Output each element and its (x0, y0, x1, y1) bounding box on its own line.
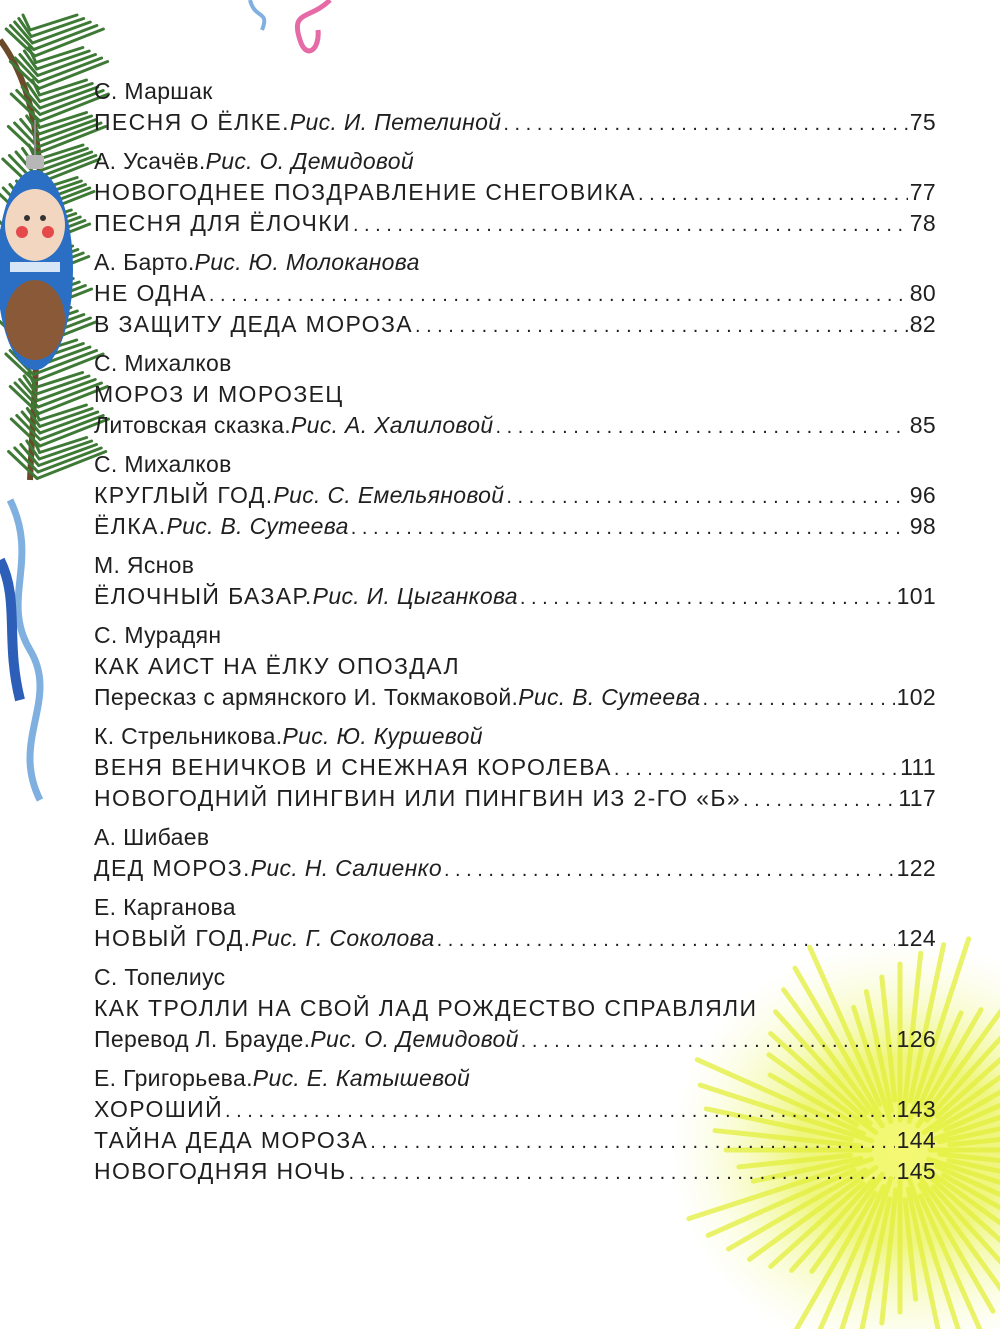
author-name: А. Шибаев (94, 824, 210, 850)
author-name: С. Маршак (94, 78, 213, 104)
page-number: 126 (896, 1026, 936, 1052)
entry-illustrator: Рис. С. Емельяновой (273, 482, 505, 508)
entry-title: ТАЙНА ДЕДА МОРОЗА (94, 1127, 369, 1153)
entry-title: ЁЛКА. (94, 513, 167, 539)
toc-section (94, 348, 936, 441)
page-number: 78 (909, 210, 936, 236)
author-name: А. Барто. (94, 249, 195, 275)
entry-illustrator: Рис. А. Халиловой (291, 412, 494, 438)
toc-entry[interactable] (94, 853, 936, 884)
toc-entry[interactable] (94, 511, 936, 542)
author-line (94, 449, 936, 480)
author-name: К. Стрельникова. (94, 723, 283, 749)
author-line (94, 76, 936, 107)
toc-entry[interactable] (94, 410, 936, 441)
leader-dots (702, 684, 894, 715)
page-number: 96 (909, 482, 936, 508)
toc-entry[interactable] (94, 107, 936, 138)
toc-entry[interactable] (94, 1125, 936, 1156)
leader-dots (209, 280, 908, 311)
entry-title: НОВОГОДНЯЯ НОЧЬ (94, 1158, 347, 1184)
toc-section (94, 1063, 936, 1187)
page-number: 122 (896, 855, 936, 881)
author-name: С. Михалков (94, 350, 232, 376)
author-line (94, 348, 936, 379)
author-line (94, 1063, 936, 1094)
page-number: 101 (896, 583, 936, 609)
entry-title: НОВОГОДНЕЕ ПОЗДРАВЛЕНИЕ СНЕГОВИКА (94, 179, 636, 205)
page-number: 98 (909, 513, 936, 539)
page-number: 117 (898, 785, 936, 811)
entry-illustrator: Рис. О. Демидовой (310, 1026, 519, 1052)
author-name: Е. Григорьева. (94, 1065, 253, 1091)
author-name: А. Усачёв. (94, 148, 206, 174)
leader-dots (437, 925, 895, 956)
author-name: С. Мурадян (94, 622, 222, 648)
page-number: 144 (896, 1127, 936, 1153)
toc-entry[interactable] (94, 651, 936, 682)
page-number: 145 (896, 1158, 936, 1184)
entry-title: ПЕСНЯ ДЛЯ ЁЛОЧКИ (94, 210, 351, 236)
entry-illustrator: Рис. Н. Салиенко (250, 855, 442, 881)
toc-entry[interactable] (94, 208, 936, 239)
author-line (94, 620, 936, 651)
leader-dots (521, 1026, 895, 1057)
entry-title: ВЕНЯ ВЕНИЧКОВ И СНЕЖНАЯ КОРОЛЕВА (94, 754, 612, 780)
author-name: М. Яснов (94, 552, 195, 578)
author-name: С. Михалков (94, 451, 232, 477)
entry-title: КАК АИСТ НА ЁЛКУ ОПОЗДАЛ (94, 653, 460, 679)
illustrator-credit: Рис. Ю. Молоканова (194, 249, 420, 275)
toc-entry[interactable] (94, 480, 936, 511)
author-line (94, 550, 936, 581)
page-number: 111 (900, 754, 936, 780)
toc-entry[interactable] (94, 923, 936, 954)
leader-dots (614, 754, 898, 785)
page-number: 143 (896, 1096, 936, 1122)
entry-title: Пересказ с армянского И. Токмаковой. (94, 684, 519, 710)
toc-entry[interactable] (94, 581, 936, 612)
leader-dots (351, 513, 908, 544)
toc-entry[interactable] (94, 278, 936, 309)
toc-section (94, 962, 936, 1055)
toc-entry[interactable] (94, 379, 936, 410)
toc-entry[interactable] (94, 752, 936, 783)
illustrator-credit: Рис. О. Демидовой (205, 148, 414, 174)
toc-section (94, 822, 936, 884)
entry-title: КАК ТРОЛЛИ НА СВОЙ ЛАД РОЖДЕСТВО СПРАВЛЯЛИ (94, 995, 758, 1021)
toc-entry[interactable] (94, 783, 936, 814)
entry-title: ПЕСНЯ О ЁЛКЕ. (94, 109, 290, 135)
entry-illustrator: Рис. И. Цыганкова (312, 583, 518, 609)
toc-entry[interactable] (94, 1024, 936, 1055)
author-name: С. Топелиус (94, 964, 226, 990)
page-number: 77 (909, 179, 936, 205)
entry-title: НОВОГОДНИЙ ПИНГВИН ИЛИ ПИНГВИН ИЗ 2-ГО «Б» (94, 785, 742, 811)
page-number: 102 (896, 684, 936, 710)
leader-dots (503, 109, 907, 140)
toc-entry[interactable] (94, 309, 936, 340)
blue-ribbon-illustration (0, 500, 40, 800)
leader-dots (415, 311, 908, 342)
leader-dots (743, 785, 896, 816)
toc-section (94, 146, 936, 239)
toc-section (94, 247, 936, 340)
page-number: 75 (909, 109, 936, 135)
entry-title: Литовская сказка. (94, 412, 292, 438)
leader-dots (520, 583, 895, 614)
entry-illustrator: Рис. Г. Соколова (251, 925, 435, 951)
leader-dots (348, 1158, 894, 1189)
toc-entry[interactable] (94, 177, 936, 208)
entry-title: НОВЫЙ ГОД. (94, 925, 252, 951)
page-number: 124 (896, 925, 936, 951)
entry-title: НЕ ОДНА (94, 280, 207, 306)
leader-dots (506, 482, 907, 513)
leader-dots (370, 1127, 894, 1158)
toc-section (94, 76, 936, 138)
author-line (94, 146, 936, 177)
toc-section (94, 550, 936, 612)
page-number: 85 (909, 412, 936, 438)
entry-title: ДЕД МОРОЗ. (94, 855, 251, 881)
entry-title: ЁЛОЧНЫЙ БАЗАР. (94, 583, 313, 609)
leader-dots (444, 855, 895, 886)
page-number: 82 (909, 311, 936, 337)
illustrator-credit: Рис. Е. Катышевой (252, 1065, 471, 1091)
entry-title: Перевод Л. Брауде. (94, 1026, 311, 1052)
author-line (94, 247, 936, 278)
author-line (94, 892, 936, 923)
author-line (94, 962, 936, 993)
toc-section (94, 892, 936, 954)
toc-entry[interactable] (94, 1156, 936, 1187)
leader-dots (638, 179, 908, 210)
author-line (94, 822, 936, 853)
illustrator-credit: Рис. Ю. Куршевой (282, 723, 483, 749)
table-of-contents (94, 76, 936, 1195)
entry-title: ХОРОШИЙ (94, 1096, 223, 1122)
toc-section (94, 449, 936, 542)
author-line (94, 721, 936, 752)
author-name: Е. Карганова (94, 894, 236, 920)
leader-dots (495, 412, 907, 443)
page-number: 80 (909, 280, 936, 306)
toc-entry[interactable] (94, 682, 936, 713)
leader-dots (353, 210, 908, 241)
toc-section (94, 721, 936, 814)
entry-illustrator: Рис. В. Сутеева (518, 684, 701, 710)
toc-entry[interactable] (94, 1094, 936, 1125)
entry-title: КРУГЛЫЙ ГОД. (94, 482, 274, 508)
entry-illustrator: Рис. И. Петелиной (289, 109, 502, 135)
leader-dots (225, 1096, 895, 1127)
entry-illustrator: Рис. В. Сутеева (166, 513, 349, 539)
entry-title: В ЗАЩИТУ ДЕДА МОРОЗА (94, 311, 413, 337)
toc-entry[interactable] (94, 993, 936, 1024)
toc-section (94, 620, 936, 713)
entry-title: МОРОЗ И МОРОЗЕЦ (94, 381, 344, 407)
